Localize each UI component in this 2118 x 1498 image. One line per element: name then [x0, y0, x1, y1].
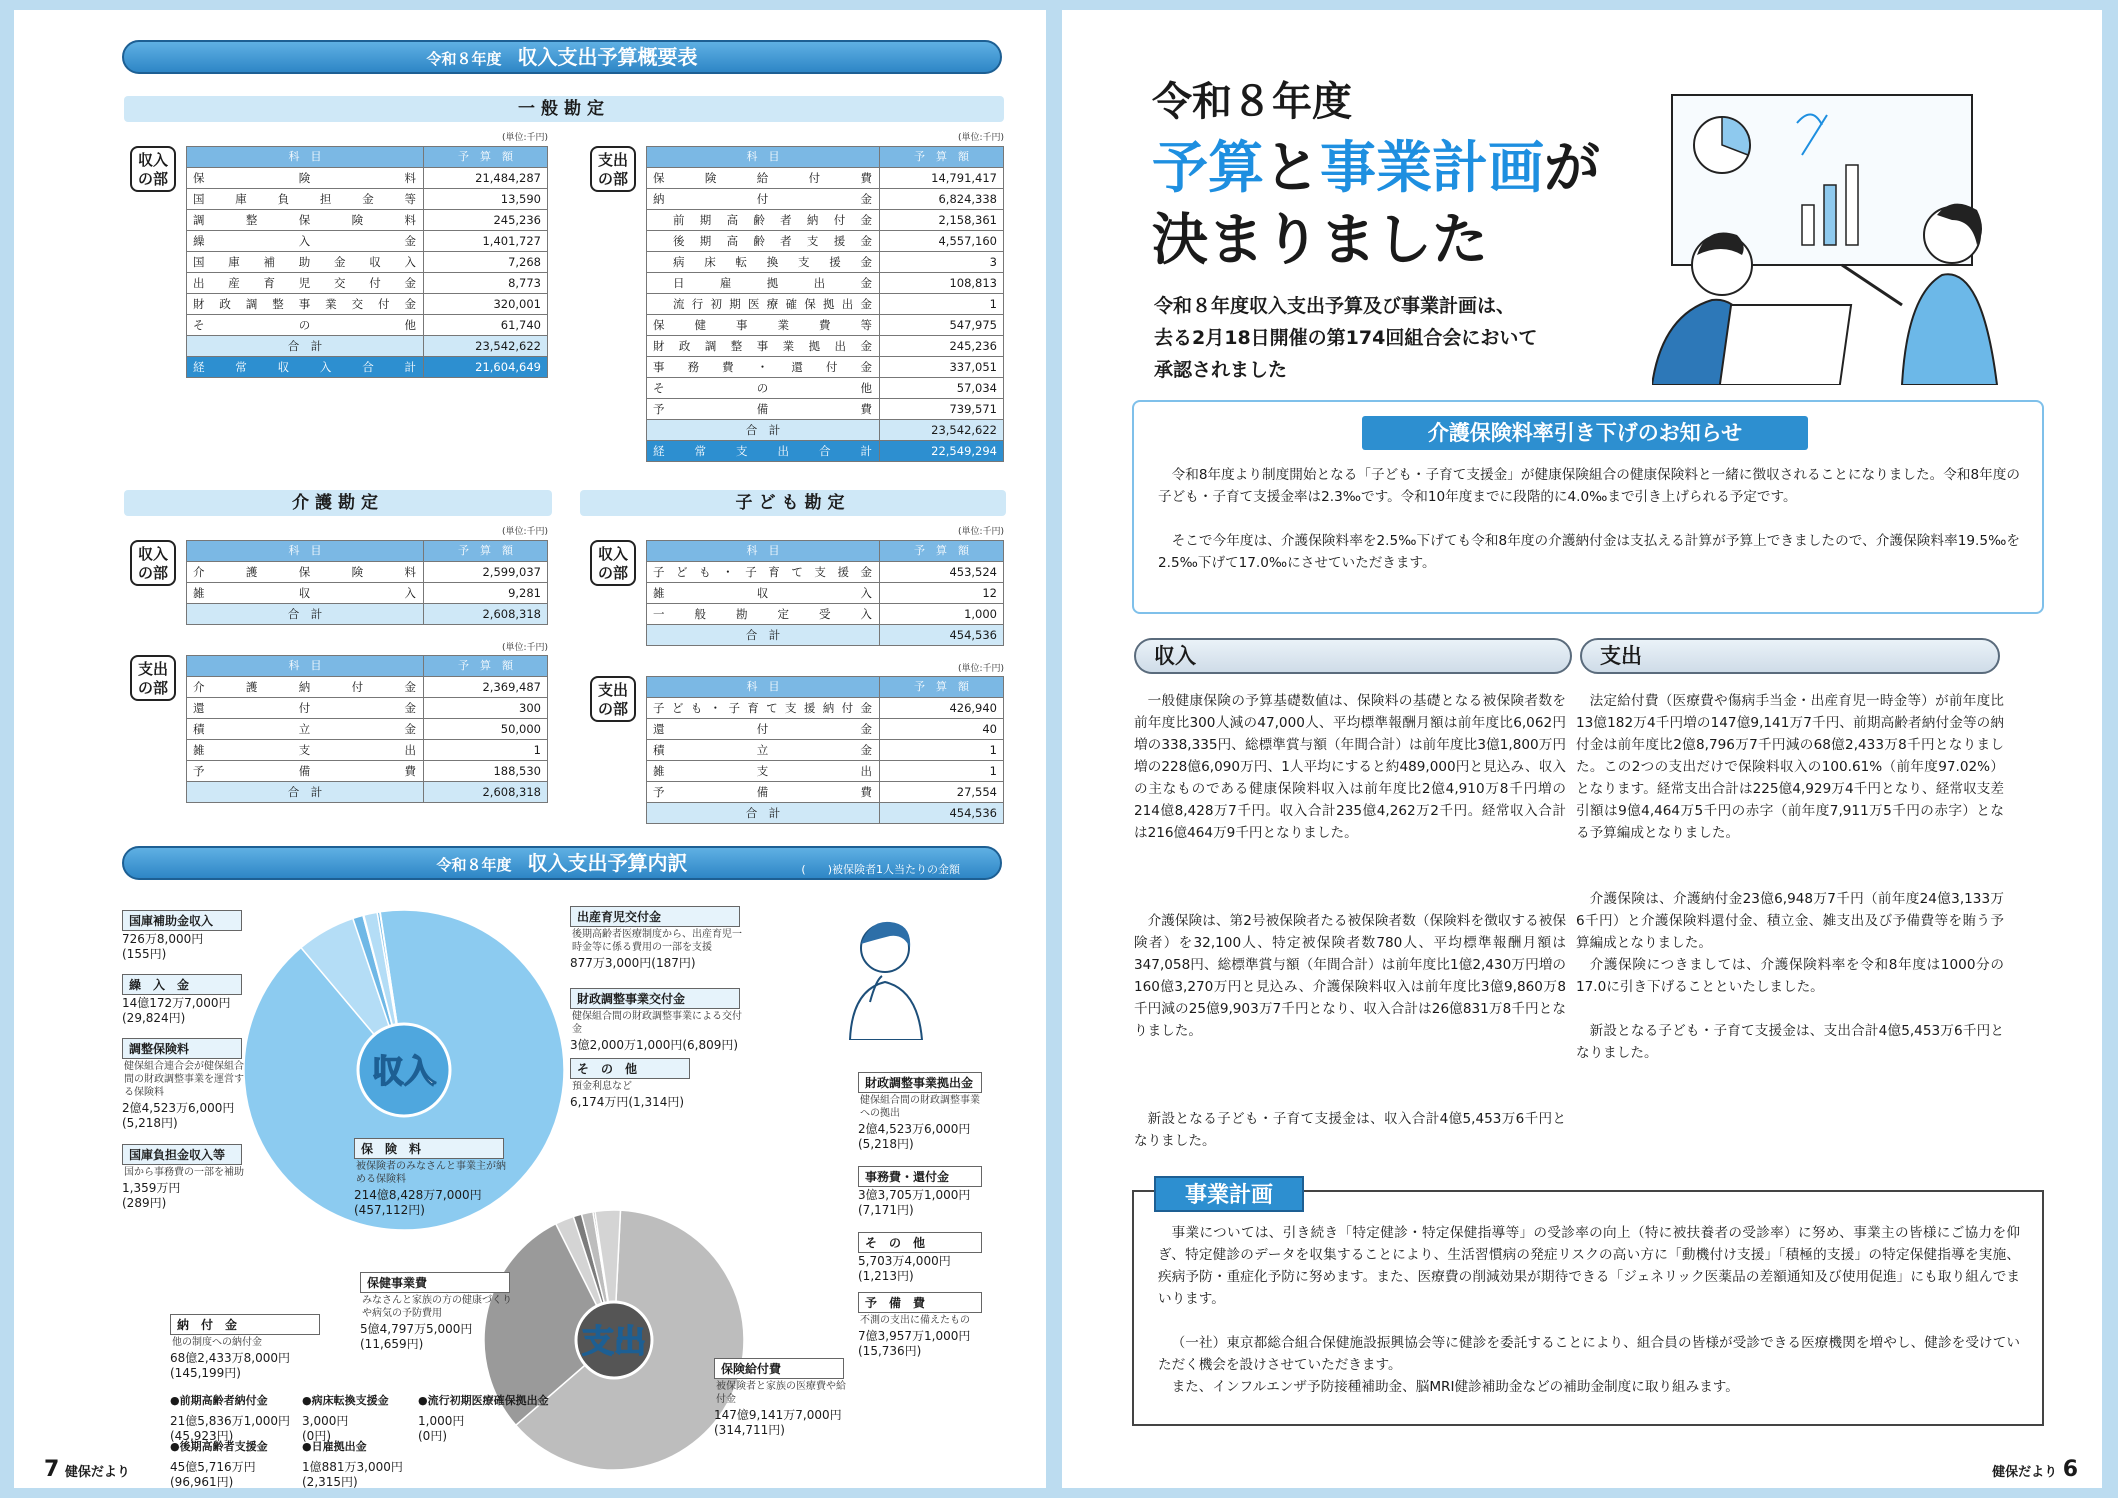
summary-banner: 令和８年度 収入支出予算概要表	[122, 40, 1002, 74]
breakdown-item-per-person: (145,199円)	[170, 1366, 241, 1380]
breakdown-item-per-person: (155円)	[122, 947, 167, 961]
breakdown-item-per-person: (29,824円)	[122, 1011, 186, 1025]
total-amount: 2,608,318	[424, 782, 548, 803]
breakdown-item-desc: 預金利息など	[572, 1081, 632, 1092]
footer-right: 健保だより 6	[1992, 1457, 2078, 1482]
total-label: 合 計	[187, 782, 424, 803]
hero-lead: 令和８年度収入支出予算及び事業計画は、 去る2月18日開催の第174回組合会において 承認されました	[1154, 295, 1538, 381]
table-row	[647, 782, 1004, 803]
row-item: 日雇拠出金	[647, 273, 880, 294]
expense-hub-label: 支出	[581, 1322, 647, 1360]
table-header	[187, 541, 548, 562]
breakdown-item-per-person: (314,711円)	[714, 1423, 785, 1437]
row-item: 調整保険料	[187, 210, 424, 231]
expense-heading: 支出	[1580, 638, 2000, 674]
total-row	[187, 336, 548, 357]
breakdown-item-desc: 被保険者のみなさんと事業主が納める保険料	[356, 1161, 506, 1185]
row-amount: 12	[880, 583, 1004, 604]
plan-paragraph-2: （一社）東京都総合組合保健施設振興協会等に健診を委託することにより、組合員の皆様が受診できる医療機関を増やし、健診を受けていただく機会を設けさせていただきます。	[1158, 1335, 2020, 1373]
row-item: 国庫補助金収入	[187, 252, 424, 273]
unit-note: (単位:千円)	[501, 643, 548, 653]
table-row	[647, 719, 1004, 740]
person-thinking-illustration	[830, 910, 940, 1040]
table-row	[647, 604, 1004, 625]
row-amount: 739,571	[880, 399, 1004, 420]
breakdown-item-amount: 5,703万4,000円	[858, 1254, 951, 1268]
budget-table	[646, 540, 1004, 646]
table-row	[187, 740, 548, 761]
row-amount: 245,236	[424, 210, 548, 231]
row-item: 子ども・子育て支援金	[647, 562, 880, 583]
header-amount: 予 算 額	[880, 541, 1004, 562]
row-amount: 50,000	[424, 719, 548, 740]
row-amount: 1	[880, 740, 1004, 761]
notice-box	[1132, 400, 2044, 614]
budget-table	[646, 676, 1004, 824]
breakdown-item-amount: 7億3,957万1,000円	[858, 1329, 971, 1343]
row-item: 保険料	[187, 168, 424, 189]
row-item: 還付金	[647, 719, 880, 740]
breakdown-item-desc: 不測の支出に備えたもの	[860, 1315, 970, 1326]
breakdown-item-per-person: (5,218円)	[122, 1116, 178, 1130]
row-amount: 108,813	[880, 273, 1004, 294]
unit-note: (単位:千円)	[957, 664, 1004, 674]
unit-note: (単位:千円)	[957, 133, 1004, 143]
right-page	[1062, 10, 2102, 1488]
row-amount: 547,975	[880, 315, 1004, 336]
header-amount: 予 算 額	[880, 677, 1004, 698]
breakdown-item-name: ●日雇拠出金	[302, 1440, 367, 1453]
table-row	[647, 210, 1004, 231]
breakdown-item-desc: みなさんと家族の方の健康づくりや病気の予防費用	[362, 1295, 512, 1319]
budget-table	[646, 146, 1004, 462]
budget-table	[186, 146, 548, 378]
row-amount: 426,940	[880, 698, 1004, 719]
breakdown-item-name: ●前期高齢者納付金	[170, 1394, 268, 1407]
breakdown-item-amount: 3,000円	[302, 1414, 349, 1428]
breakdown-item-name: ●後期高齢者支援金	[170, 1440, 268, 1453]
header-item: 科 目	[187, 147, 424, 168]
row-amount: 8,773	[424, 273, 548, 294]
row-item: 積立金	[647, 740, 880, 761]
breakdown-item-desc: 他の制度への納付金	[172, 1337, 262, 1348]
header-amount: 予 算 額	[424, 656, 548, 677]
unit-note: (単位:千円)	[501, 133, 548, 143]
header-amount: 予 算 額	[424, 541, 548, 562]
table-row	[647, 252, 1004, 273]
breakdown-item-amount: 147億9,141万7,000円	[714, 1408, 842, 1422]
table-row	[647, 336, 1004, 357]
expense-paragraph-2: 介護保険は、介護納付金23億6,948万7千円（前年度24億3,133万6千円）と介護保険料還付金、積立金、雑支出及び予備費等を賄う予算編成となりました。	[1576, 891, 2004, 951]
income-hub-label: 収入	[371, 1052, 437, 1090]
row-item: 予備費	[187, 761, 424, 782]
breakdown-item-amount: 1,000円	[418, 1414, 465, 1428]
notice-title: 介護保険料率引き下げのお知らせ	[1362, 416, 1808, 450]
breakdown-item-desc: 健保組合間の財政調整事業への拠出	[860, 1095, 980, 1119]
table-row	[187, 252, 548, 273]
plan-paragraph-3: また、インフルエンザ予防接種補助金、脳MRI健診補助金などの補助金制度に取り組みます。	[1171, 1379, 1739, 1395]
header-item: 科 目	[187, 541, 424, 562]
breakdown-item-per-person: (11,659円)	[360, 1337, 424, 1351]
income-paragraph-1: 一般健康保険の予算基礎数値は、保険料の基礎となる被保険者数を前年度比300人減の47,000人、平均標準報酬月額は前年度比6,062円増の338,335円、総標準賞与額（年間合計）は前年度比3億1,800万円増の228億6,090万円、1人平均にすると約489,000円と見込み、収入の主なものである健康保険料収入は前年度比2億4,910万8千円増の214億8,428万7千円。収入合計235億4,262万2千円。経常収入合計は216億464万9千円となりました。	[1134, 693, 1566, 841]
breakdown-item-amount: 877万3,000円(187円)	[570, 956, 696, 970]
row-item: 財政調整事業交付金	[187, 294, 424, 315]
breakdown-item-amount: 68億2,433万8,000円	[170, 1351, 290, 1365]
header-item: 科 目	[187, 656, 424, 677]
table-row	[187, 677, 548, 698]
income-paragraph-2: 介護保険は、第2号被保険者たる被保険者数（保険料を徴収する被保険者）を32,100人、特定被保険者数780人、平均標準報酬月額は347,058円、総標準賞与額（年間合計）は前年度比1億2,430万円増の160億3,270万円と見込み、介護保険料収入は前年度比3億9,860万8千円減の25億9,903万7千円となり、収入合計は26億831万8千円となりました。	[1134, 913, 1566, 1039]
grand-amount: 21,604,649	[424, 357, 548, 378]
row-item: 前期高齢者納付金	[647, 210, 880, 231]
breakdown-item-desc: 健保組合連合会が健保組合間の財政調整事業を運営する保険料	[124, 1061, 244, 1098]
breakdown-item-per-person: (96,961円)	[170, 1475, 234, 1489]
breakdown-item-name: 保険給付費	[714, 1358, 844, 1379]
budget-table	[186, 540, 548, 625]
table-row	[187, 210, 548, 231]
table-header	[647, 677, 1004, 698]
breakdown-item-per-person: (289円)	[122, 1196, 167, 1210]
row-item: 雑支出	[187, 740, 424, 761]
hero-title-line1: 予算と事業計画が	[1152, 136, 1600, 201]
row-item: 保険給付費	[647, 168, 880, 189]
breakdown-item-name: 保健事業費	[360, 1272, 510, 1293]
table-row	[187, 168, 548, 189]
breakdown-item-desc: 健保組合間の財政調整事業による交付金	[572, 1011, 742, 1035]
total-label: 合 計	[187, 336, 424, 357]
row-item: 雑支出	[647, 761, 880, 782]
kaigo-heading: 介護勘定	[124, 490, 552, 516]
breakdown-item-name: ●流行初期医療確保拠出金	[418, 1394, 549, 1407]
row-item: 繰入金	[187, 231, 424, 252]
total-label: 合 計	[647, 420, 880, 441]
row-item: 積立金	[187, 719, 424, 740]
row-amount: 21,484,287	[424, 168, 548, 189]
grand-total-row	[647, 441, 1004, 462]
row-item: 雑収入	[187, 583, 424, 604]
row-amount: 4,557,160	[880, 231, 1004, 252]
table-header	[647, 541, 1004, 562]
breakdown-banner: 令和８年度 収入支出予算内訳 ( )被保険者1人当たりの金額	[122, 846, 1002, 880]
unit-note: (単位:千円)	[957, 527, 1004, 537]
plan-box	[1132, 1183, 2044, 1426]
total-amount: 23,542,622	[424, 336, 548, 357]
table-row	[187, 761, 548, 782]
breakdown-item-per-person: (15,736円)	[858, 1344, 922, 1358]
row-amount: 7,268	[424, 252, 548, 273]
row-amount: 300	[424, 698, 548, 719]
table-row	[647, 273, 1004, 294]
row-amount: 1,401,727	[424, 231, 548, 252]
breakdown-item-name: 出産育児交付金	[570, 906, 740, 927]
header-amount: 予 算 額	[880, 147, 1004, 168]
total-row	[187, 604, 548, 625]
table-row	[647, 583, 1004, 604]
row-amount: 2,599,037	[424, 562, 548, 583]
breakdown-item-name: 調整保険料	[122, 1038, 242, 1059]
total-amount: 454,536	[880, 625, 1004, 646]
row-item: 病床転換支援金	[647, 252, 880, 273]
total-row	[647, 803, 1004, 824]
row-item: 出産育児交付金	[187, 273, 424, 294]
row-amount: 40	[880, 719, 1004, 740]
table-row	[647, 399, 1004, 420]
breakdown-item-per-person: (0円)	[418, 1429, 447, 1443]
breakdown-item-amount: 3億2,000万1,000円(6,809円)	[570, 1038, 739, 1052]
row-amount: 14,791,417	[880, 168, 1004, 189]
grand-amount: 22,549,294	[880, 441, 1004, 462]
table-row	[187, 698, 548, 719]
breakdown-item-name: 繰 入 金	[122, 974, 242, 995]
expense-paragraph-1: 法定給付費（医療費や傷病手当金・出産育児一時金等）が前年度比13億182万4千円増の147億9,141万7千円、前期高齢者納付金等の納付金は前年度比2億8,796万7千円減の68億2,433万8千円となりました。この2つの支出だけで保険料収入の100.61%（前年度97.02%）となります。経常支出合計は225億4,929万4千円となり、経常収支差引額は9億4,464万5千円の赤字（前年度7,911万5千円の赤字）となる予算編成となりました。	[1576, 693, 2004, 841]
row-item: 事務費・還付金	[647, 357, 880, 378]
row-amount: 337,051	[880, 357, 1004, 378]
row-item: 国庫負担金等	[187, 189, 424, 210]
row-amount: 453,524	[880, 562, 1004, 583]
budget-table	[186, 655, 548, 803]
breakdown-item-per-person: (45,923円)	[170, 1429, 234, 1443]
grand-label: 経常収入合計	[187, 357, 424, 378]
grand-label: 経常支出合計	[647, 441, 880, 462]
table-row	[647, 189, 1004, 210]
row-amount: 57,034	[880, 378, 1004, 399]
row-amount: 320,001	[424, 294, 548, 315]
general-account-heading: 一般勘定	[124, 96, 1004, 122]
header-item: 科 目	[647, 147, 880, 168]
notice-paragraph-2: そこで今年度は、介護保険料率を2.5‰下げても令和8年度の介護納付金は支払える計算が予算上できましたので、介護保険料率19.5‰を2.5‰下げて17.0‰にさせていただきます。	[1158, 533, 2020, 571]
breakdown-item-amount: 2億4,523万6,000円	[122, 1101, 235, 1115]
table-side-label: 支出の部	[590, 146, 636, 192]
breakdown-item-name: 納 付 金	[170, 1314, 320, 1335]
header-item: 科 目	[647, 677, 880, 698]
breakdown-item-amount: 214億8,428万7,000円	[354, 1188, 482, 1202]
breakdown-item-name: ●病床転換支援金	[302, 1394, 389, 1407]
total-row	[187, 782, 548, 803]
row-item: 財政調整事業拠出金	[647, 336, 880, 357]
table-row	[187, 562, 548, 583]
breakdown-item-amount: 1,359万円	[122, 1181, 181, 1195]
row-item: その他	[187, 315, 424, 336]
total-label: 合 計	[647, 625, 880, 646]
table-row	[647, 168, 1004, 189]
row-item: 予備費	[647, 399, 880, 420]
breakdown-item-name: 事務費・還付金	[858, 1166, 982, 1187]
breakdown-item-name: 財政調整事業拠出金	[858, 1072, 982, 1093]
expense-paragraph-3: 介護保険につきましては、介護保険料率を令和8年度は1000分の17.0に引き下げることといたしました。	[1576, 957, 2004, 995]
breakdown-item-per-person: (2,315円)	[302, 1475, 358, 1489]
row-amount: 245,236	[880, 336, 1004, 357]
row-amount: 9,281	[424, 583, 548, 604]
row-amount: 2,369,487	[424, 677, 548, 698]
grand-total-row	[187, 357, 548, 378]
row-item: 介護納付金	[187, 677, 424, 698]
breakdown-item-name: 保 険 料	[354, 1138, 504, 1159]
table-side-label: 支出の部	[590, 676, 636, 722]
row-amount: 13,590	[424, 189, 548, 210]
row-amount: 1	[424, 740, 548, 761]
row-amount: 1	[880, 294, 1004, 315]
table-side-label: 支出の部	[130, 655, 176, 701]
table-row	[647, 562, 1004, 583]
row-item: 介護保険料	[187, 562, 424, 583]
row-item: 一般勘定受入	[647, 604, 880, 625]
income-heading: 収入	[1134, 638, 1572, 674]
row-amount: 27,554	[880, 782, 1004, 803]
table-row	[647, 740, 1004, 761]
breakdown-item-amount: 14億172万7,000円	[122, 996, 231, 1010]
breakdown-item-amount: 726万8,000円	[122, 932, 204, 946]
footer-left: 7 健保だより	[44, 1457, 130, 1482]
breakdown-item-per-person: (5,218円)	[858, 1137, 914, 1151]
table-side-label: 収入の部	[130, 540, 176, 586]
row-amount: 1	[880, 761, 1004, 782]
table-header	[647, 147, 1004, 168]
total-amount: 2,608,318	[424, 604, 548, 625]
left-page	[14, 10, 1046, 1488]
table-row	[647, 231, 1004, 252]
notice-paragraph-1: 令和8年度より制度開始となる「子ども・子育て支援金」が健康保険組合の健康保険料と一緒に徴収されることになりました。令和8年度の子ども・子育て支援金率は2.3‰です。令和10年度までに段階的に4.0‰まで引き上げられる予定です。	[1158, 467, 2020, 505]
kodomo-heading: 子ども勘定	[580, 490, 1006, 516]
breakdown-item-amount: 3億3,705万1,000円	[858, 1188, 971, 1202]
row-amount: 1,000	[880, 604, 1004, 625]
total-amount: 454,536	[880, 803, 1004, 824]
breakdown-item-per-person: (457,112円)	[354, 1203, 425, 1217]
breakdown-item-amount: 5億4,797万5,000円	[360, 1322, 473, 1336]
row-amount: 188,530	[424, 761, 548, 782]
table-row	[647, 315, 1004, 336]
breakdown-item-desc: 被保険者と家族の医療費や給付金	[716, 1381, 846, 1405]
total-row	[647, 625, 1004, 646]
breakdown-item-amount: 2億4,523万6,000円	[858, 1122, 971, 1136]
header-item: 科 目	[647, 541, 880, 562]
table-side-label: 収入の部	[590, 540, 636, 586]
row-item: 後期高齢者支援金	[647, 231, 880, 252]
table-row	[187, 583, 548, 604]
table-row	[187, 315, 548, 336]
total-row	[647, 420, 1004, 441]
table-row	[187, 273, 548, 294]
row-item: 雑収入	[647, 583, 880, 604]
breakdown-item-amount: 45億5,716万円	[170, 1460, 256, 1474]
breakdown-item-desc: 後期高齢者医療制度から、出産育児一時金等に係る費用の一部を支援	[572, 929, 742, 953]
table-row	[187, 719, 548, 740]
row-item: 予備費	[647, 782, 880, 803]
table-header	[187, 656, 548, 677]
row-item: 流行初期医療確保拠出金	[647, 294, 880, 315]
breakdown-item-name: そ の 他	[570, 1058, 690, 1079]
table-side-label: 収入の部	[130, 146, 176, 192]
planning-illustration	[1652, 85, 2012, 385]
row-item: 子ども・子育て支援納付金	[647, 698, 880, 719]
breakdown-item-per-person: (7,171円)	[858, 1203, 914, 1217]
table-row	[647, 378, 1004, 399]
breakdown-item-amount: 1億881万3,000円	[302, 1460, 403, 1474]
breakdown-item-per-person: (1,213円)	[858, 1269, 914, 1283]
total-label: 合 計	[187, 604, 424, 625]
breakdown-item-name: 財政調整事業交付金	[570, 988, 740, 1009]
row-amount: 2,158,361	[880, 210, 1004, 231]
header-amount: 予 算 額	[424, 147, 548, 168]
hero-title-line2: 決まりました	[1152, 208, 1488, 273]
row-amount: 3	[880, 252, 1004, 273]
total-label: 合 計	[647, 803, 880, 824]
breakdown-item-per-person: (0円)	[302, 1429, 331, 1443]
table-header	[187, 147, 548, 168]
hero-year: 令和８年度	[1152, 79, 1352, 125]
row-amount: 61,740	[424, 315, 548, 336]
plan-paragraph-1: 事業については、引き続き「特定健診・特定保健指導等」の受診率の向上（特に被扶養者の受診率）に努め、事業主の皆様にご協力を仰ぎ、特定健診のデータを収集することにより、生活習慣病の発症リスクの高い方に「動機付け支援」「積極的支援」の特定保健指導を実施、疾病予防・重症化予防に努めます。また、医療費の削減効果が期待できる「ジェネリック医薬品の差額通知及び使用促進」にも取り組んでまいります。	[1158, 1225, 2020, 1307]
total-amount: 23,542,622	[880, 420, 1004, 441]
table-row	[647, 761, 1004, 782]
table-row	[187, 231, 548, 252]
table-row	[187, 189, 548, 210]
breakdown-item-amount: 21億5,836万1,000円	[170, 1414, 290, 1428]
table-row	[647, 357, 1004, 378]
table-row	[647, 698, 1004, 719]
row-item: 納付金	[647, 189, 880, 210]
breakdown-item-name: そ の 他	[858, 1232, 982, 1253]
row-amount: 6,824,338	[880, 189, 1004, 210]
breakdown-item-name: 国庫補助金収入	[122, 910, 242, 931]
plan-title: 事業計画	[1154, 1176, 1304, 1212]
row-item: 保健事業費等	[647, 315, 880, 336]
breakdown-item-name: 国庫負担金収入等	[122, 1144, 242, 1165]
expense-paragraph-4: 新設となる子ども・子育て支援金は、支出合計4億5,453万6千円となりました。	[1576, 1023, 2004, 1061]
breakdown-item-name: 予 備 費	[858, 1292, 982, 1313]
breakdown-item-amount: 6,174万円(1,314円)	[570, 1095, 685, 1109]
breakdown-item-desc: 国から事務費の一部を補助	[124, 1167, 244, 1178]
row-item: その他	[647, 378, 880, 399]
table-row	[187, 294, 548, 315]
row-item: 還付金	[187, 698, 424, 719]
table-row	[647, 294, 1004, 315]
unit-note: (単位:千円)	[501, 527, 548, 537]
income-paragraph-3: 新設となる子ども・子育て支援金は、収入合計4億5,453万6千円となりました。	[1134, 1111, 1566, 1149]
